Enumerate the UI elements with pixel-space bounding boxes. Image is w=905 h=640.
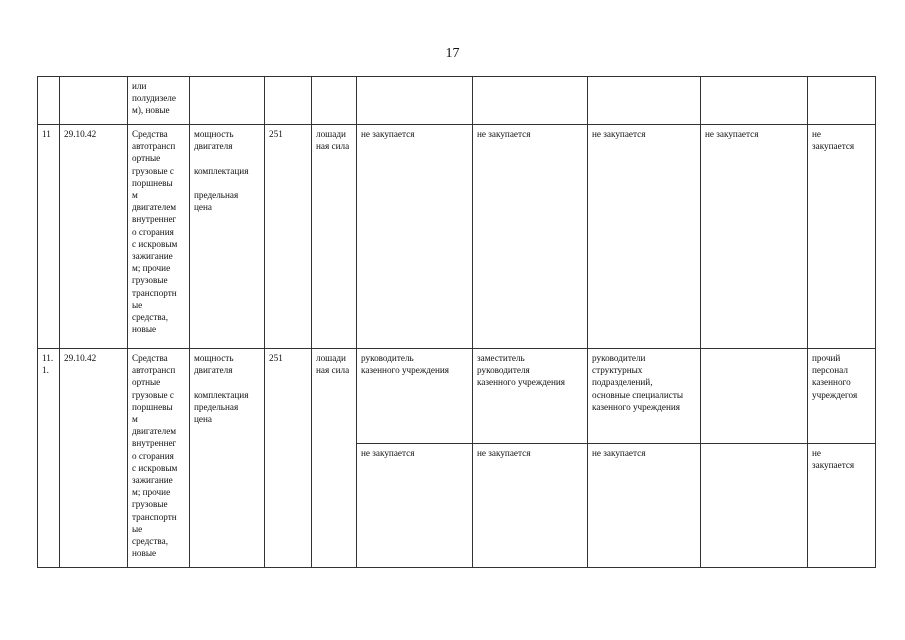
- cell-characteristics: мощность двигателя комплектация предельная цена: [190, 125, 265, 349]
- cell-unit-name: лошади ная сила: [312, 125, 357, 349]
- cell-num: [38, 77, 60, 125]
- cell-c2: не закупается: [473, 444, 588, 568]
- cell-c1: руководитель казенного учреждения: [357, 349, 473, 444]
- cell-unit-name: лошади ная сила: [312, 349, 357, 568]
- cell-c3: руководители структурных подразделений, основные специалисты казенного учреждения: [588, 349, 701, 444]
- cell-c4: [701, 444, 808, 568]
- table-row-continuation: [38, 77, 876, 125]
- cell-characteristics: мощность двигателя комплектация предельная цена: [190, 349, 265, 568]
- cell-c1: [357, 77, 473, 125]
- cell-c5: [808, 77, 876, 125]
- cell-characteristics: [190, 77, 265, 125]
- cell-c4: не закупается: [701, 125, 808, 349]
- requirements-table: [37, 76, 876, 568]
- cell-num: 11: [38, 125, 60, 349]
- cell-num: 11. 1.: [38, 349, 60, 568]
- cell-c5: прочий персонал казенного учреждегоя: [808, 349, 876, 444]
- cell-c3: не закупается: [588, 125, 701, 349]
- cell-c3: [588, 77, 701, 125]
- cell-c3: не закупается: [588, 444, 701, 568]
- cell-c2: не закупается: [473, 125, 588, 349]
- table-row: [38, 349, 876, 444]
- cell-unit-code: 251: [265, 125, 312, 349]
- cell-c4: [701, 77, 808, 125]
- cell-c5: не закупается: [808, 125, 876, 349]
- cell-c4: [701, 349, 808, 444]
- cell-c2: [473, 77, 588, 125]
- cell-code: 29.10.42: [60, 125, 128, 349]
- cell-unit-code: [265, 77, 312, 125]
- cell-unit-name: [312, 77, 357, 125]
- cell-name: или полудизеле м), новые: [128, 77, 190, 125]
- cell-name: Средства автотрансп ортные грузовые с поршневы м двигателем внутреннег о сгорания с искровым зажигание м; прочие грузовые транспортн ые средства, новые: [128, 125, 190, 349]
- cell-name: Средства автотрансп ортные грузовые с поршневы м двигателем внутреннег о сгорания с искровым зажигание м; прочие грузовые транспортн ые средства, новые: [128, 349, 190, 568]
- cell-unit-code: 251: [265, 349, 312, 568]
- table-row: [38, 125, 876, 349]
- cell-c1: не закупается: [357, 125, 473, 349]
- cell-c2: заместитель руководителя казенного учреждения: [473, 349, 588, 444]
- cell-c1: не закупается: [357, 444, 473, 568]
- page-number: 17: [445, 46, 460, 61]
- cell-code: 29.10.42: [60, 349, 128, 568]
- cell-code: [60, 77, 128, 125]
- cell-c5: не закупается: [808, 444, 876, 568]
